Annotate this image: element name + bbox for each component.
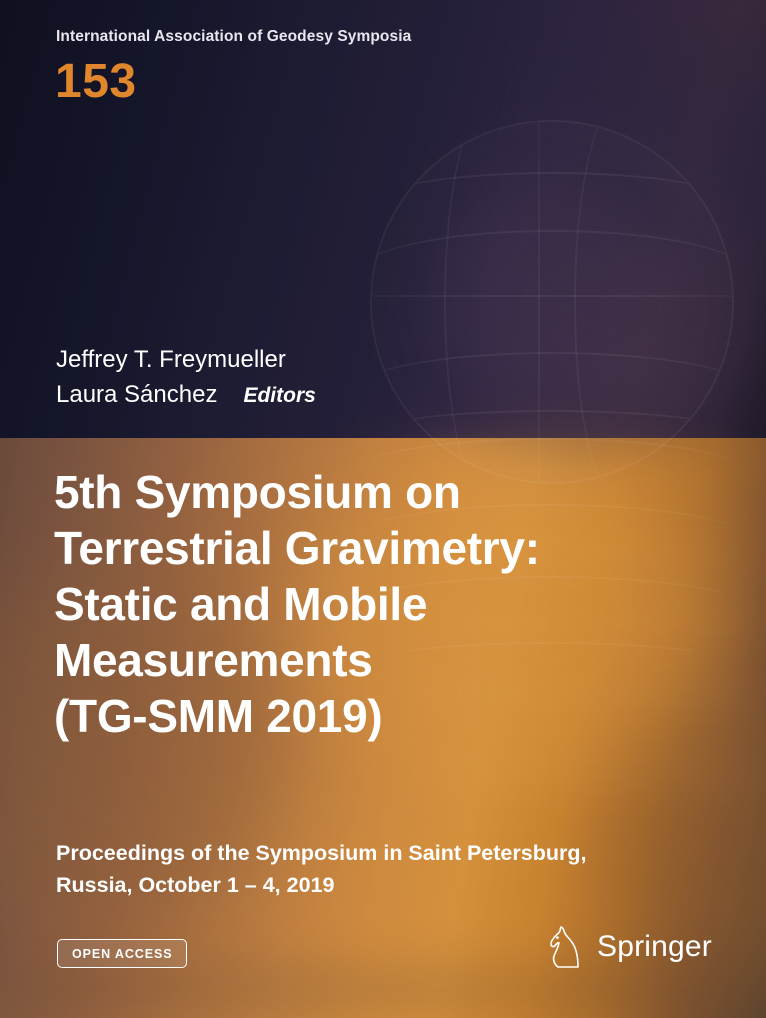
title-line-4: Measurements [54,634,373,687]
open-access-badge: OPEN ACCESS [57,939,187,968]
publisher-name: Springer [597,930,712,963]
editors-block [56,343,656,413]
subtitle-line-2: Russia, October 1 – 4, 2019 [56,872,335,897]
subtitle-line-1: Proceedings of the Symposium in Saint Petersburg, [56,841,587,865]
editor-name-2 [56,378,656,413]
springer-knight-icon [545,925,585,969]
background-stripe-6 [0,975,766,1005]
series-volume-number: 153 [55,55,137,108]
background-stripe-5 [430,756,750,776]
title-line-1: 5th Symposium on [54,466,461,518]
book-subtitle [56,838,696,902]
editor-name-1-text: Jeffrey T. Freymueller [56,346,286,373]
publisher-logo [545,925,712,969]
title-line-5: (TG-SMM 2019) [54,690,383,743]
editor-name-2-text: Laura Sánchez [56,380,218,408]
title-line-3: Static and Mobile [54,578,428,631]
editors-role-label: Editors [243,383,316,407]
series-title: International Association of Geodesy Symposia [56,28,412,45]
title-line-2: Terrestrial Gravimetry: [54,522,540,575]
book-title [54,464,704,745]
editor-name-1 [56,343,656,378]
